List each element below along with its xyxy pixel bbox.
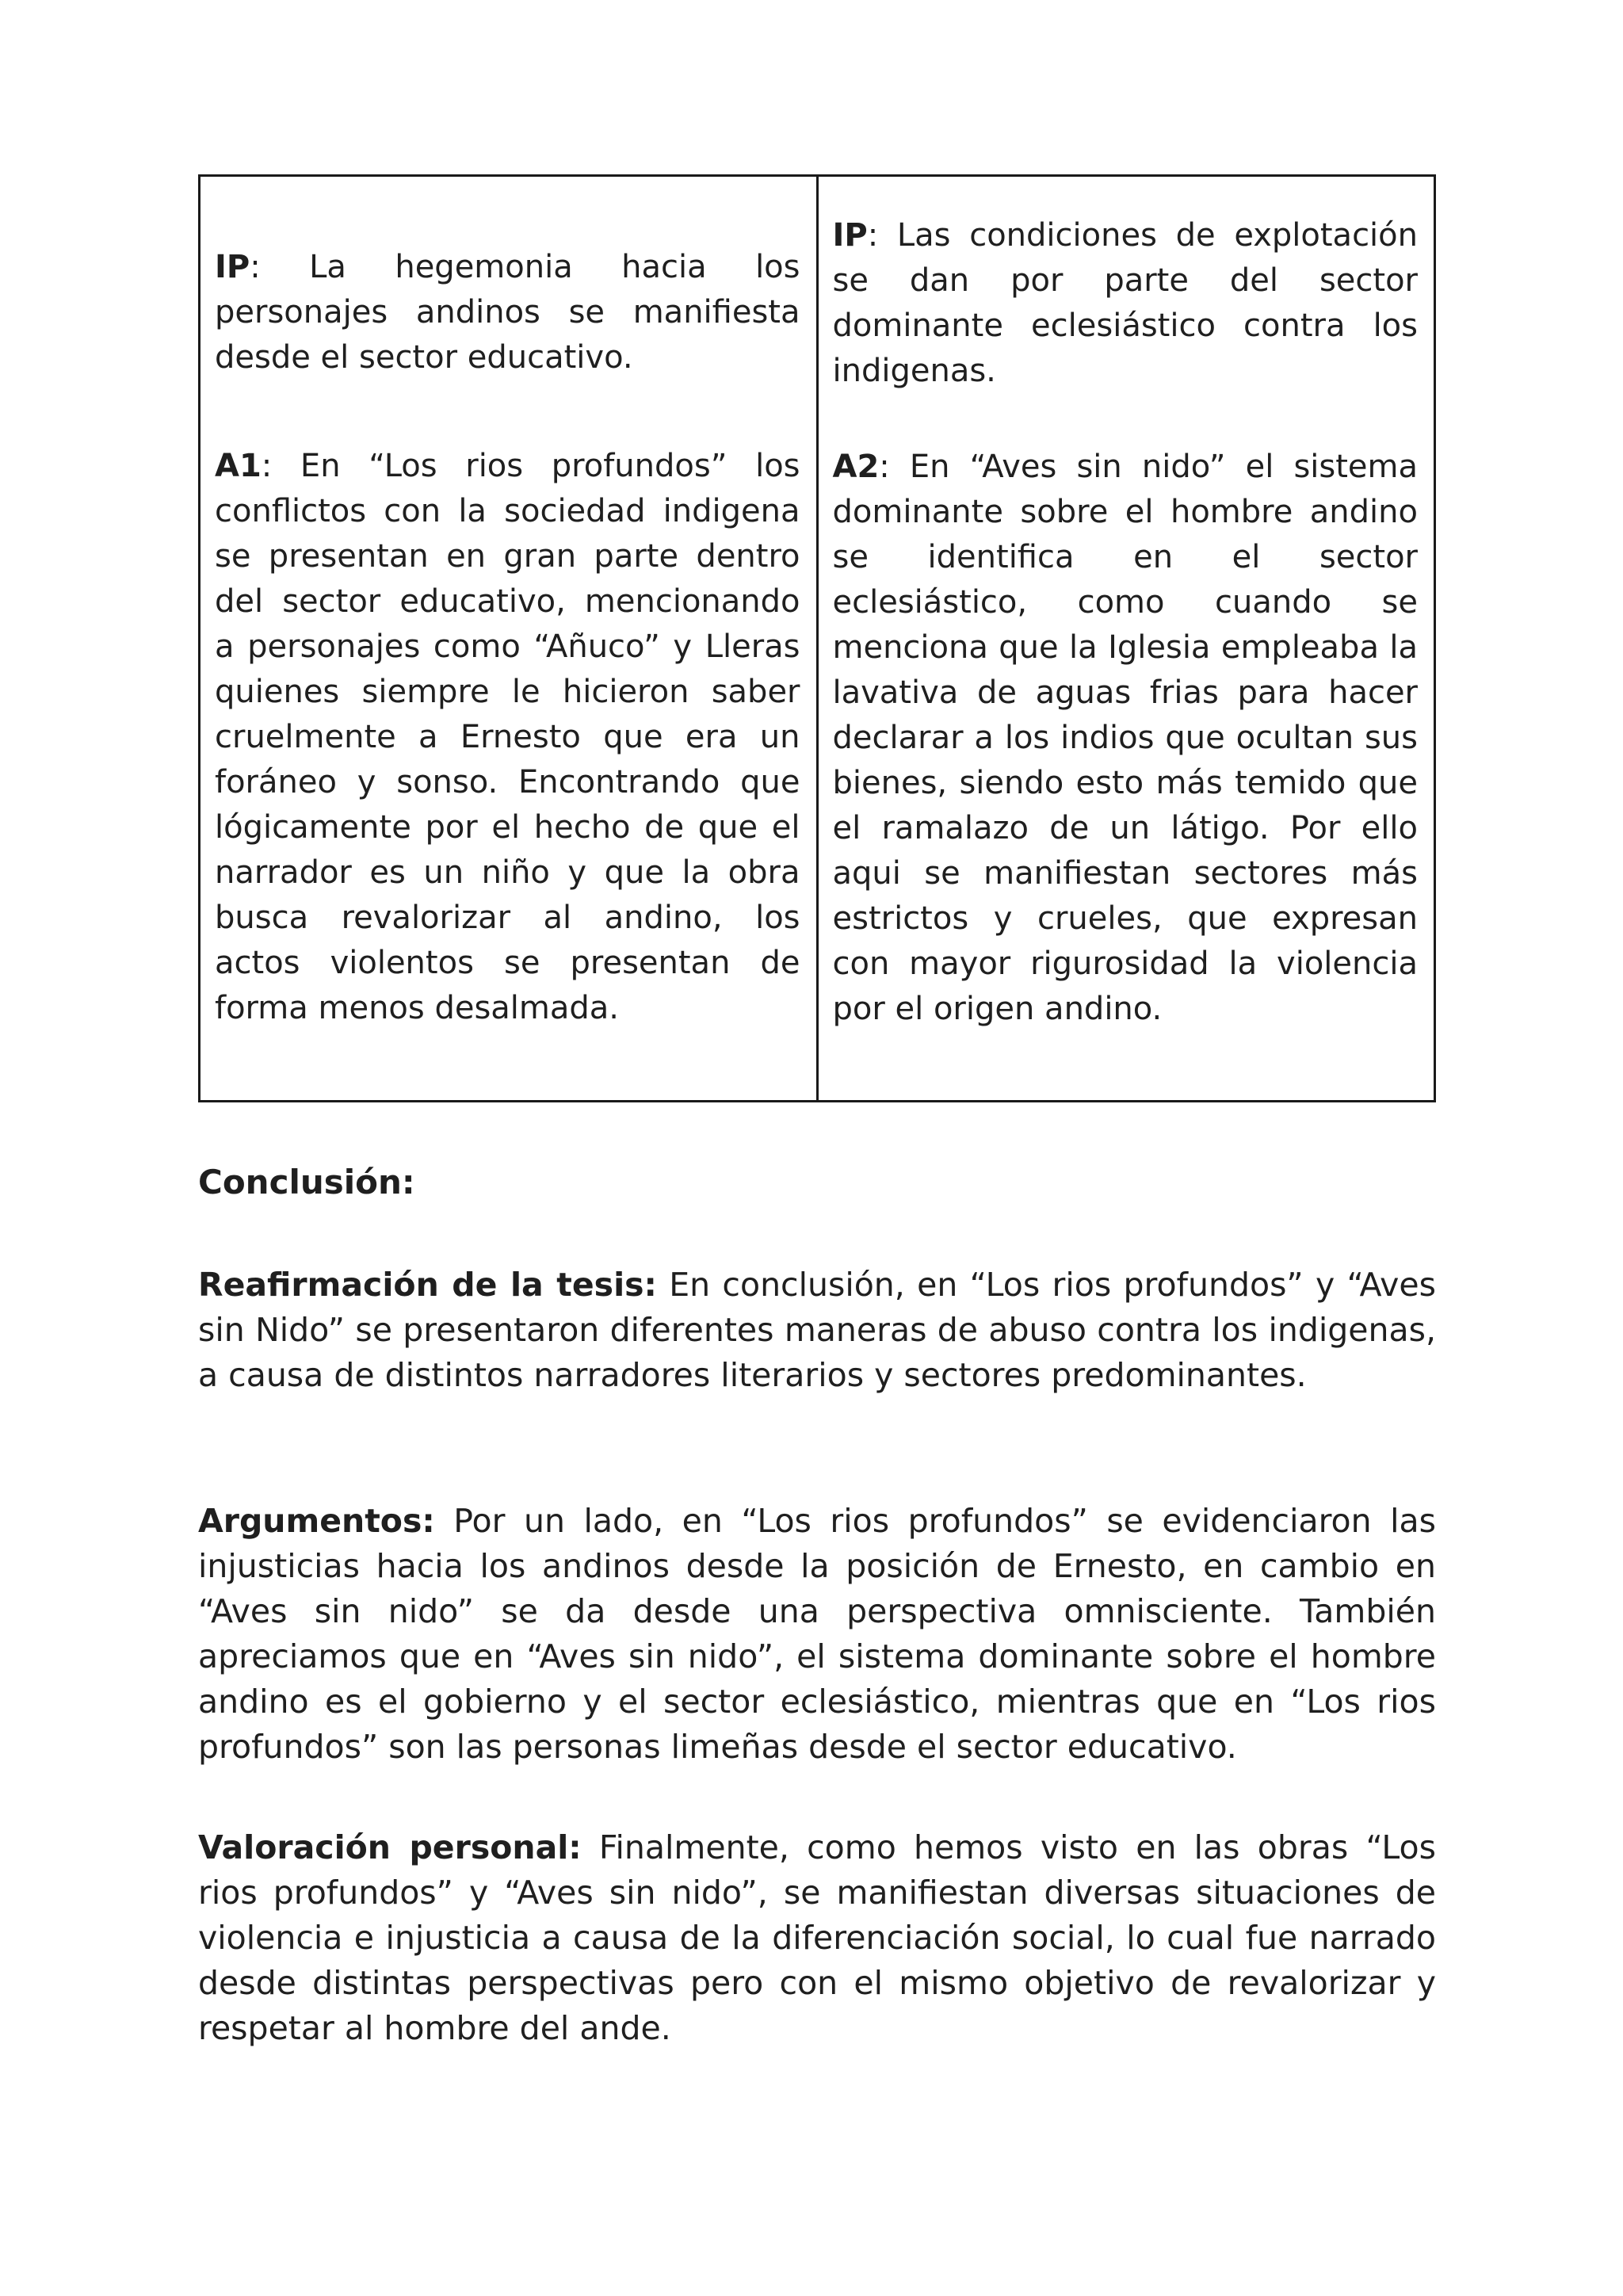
left-ip-text: : La hegemonia hacia los personajes andinos se manifiesta desde el sector educativo.	[215, 249, 800, 376]
right-argument-text: : En “Aves sin nido” el sistema dominante sobre el hombre andino se identifica en el sector eclesiástico, como cuando se menciona que la Iglesia empleaba la lavativa de aguas frias para hacer declarar a los indios que ocultan sus bienes, siendo esto más temido que el ramalazo de un látigo. Por ello aqui se manifiestan sectores más estrictos y crueles, que expresan con mayor rigurosidad la violencia por el origen andino.	[832, 449, 1418, 1027]
thesis-lead: Reafirmación de la tesis:	[198, 1266, 657, 1304]
left-ip-paragraph	[215, 245, 800, 380]
left-argument-paragraph	[215, 444, 800, 1031]
arguments-text: Por un lado, en “Los rios profundos” se evidenciaron las injusticias hacia los andinos desde la posición de Ernesto, en cambio en “Aves sin nido” se da desde una perspectiva omnisciente. También apreciamos que en “Aves sin nido”, el sistema dominante sobre el hombre andino es el gobierno y el sector eclesiástico, mientras que en “Los rios profundos” son las personas limeñas desde el sector educativo.	[198, 1502, 1436, 1766]
left-argument-tag: A1	[215, 448, 262, 484]
right-argument-tag: A2	[832, 449, 880, 485]
valuation-lead: Valoración personal:	[198, 1828, 582, 1866]
arguments-paragraph	[198, 1499, 1436, 1770]
arguments-lead: Argumentos:	[198, 1502, 435, 1540]
right-ip-paragraph	[833, 213, 1419, 394]
table-column-right	[816, 177, 1434, 1100]
thesis-text: En conclusión, en “Los rios profundos” y “Aves sin Nido” se presentaron diferentes maneras de abuso contra los indigenas, a causa de distintos narradores literarios y sectores predominantes.	[198, 1266, 1436, 1394]
valuation-paragraph	[198, 1825, 1436, 2051]
valuation-text: Finalmente, como hemos visto en las obras “Los rios profundos” y “Aves sin nido”, se manifiestan diversas situaciones de violencia e injusticia a causa de la diferenciación social, lo cual fue narrado desde distintas perspectivas pero con el mismo objetivo de revalorizar y respetar al hombre del ande.	[198, 1828, 1436, 2047]
conclusion-heading: Conclusión:	[198, 1163, 415, 1201]
left-argument-text: : En “Los rios profundos” los conflictos con la sociedad indigena se presentan en gran parte dentro del sector educativo, mencionando a personajes como “Añuco” y Lleras quienes siempre le hicieron saber cruelmente a Ernesto que era un foráneo y sonso. Encontrando que lógicamente por el hecho de que el narrador es un niño y que la obra busca revalorizar al andino, los actos violentos se presentan de forma menos desalmada.	[215, 448, 800, 1026]
thesis-paragraph	[198, 1263, 1436, 1398]
right-argument-paragraph	[833, 445, 1419, 1032]
right-ip-text: : Las condiciones de explotación se dan por parte del sector dominante eclesiástico contra los indigenas.	[832, 217, 1418, 389]
left-ip-tag: IP	[215, 249, 250, 285]
comparison-table	[198, 174, 1436, 1102]
table-column-left	[200, 177, 816, 1100]
right-ip-tag: IP	[832, 217, 868, 254]
